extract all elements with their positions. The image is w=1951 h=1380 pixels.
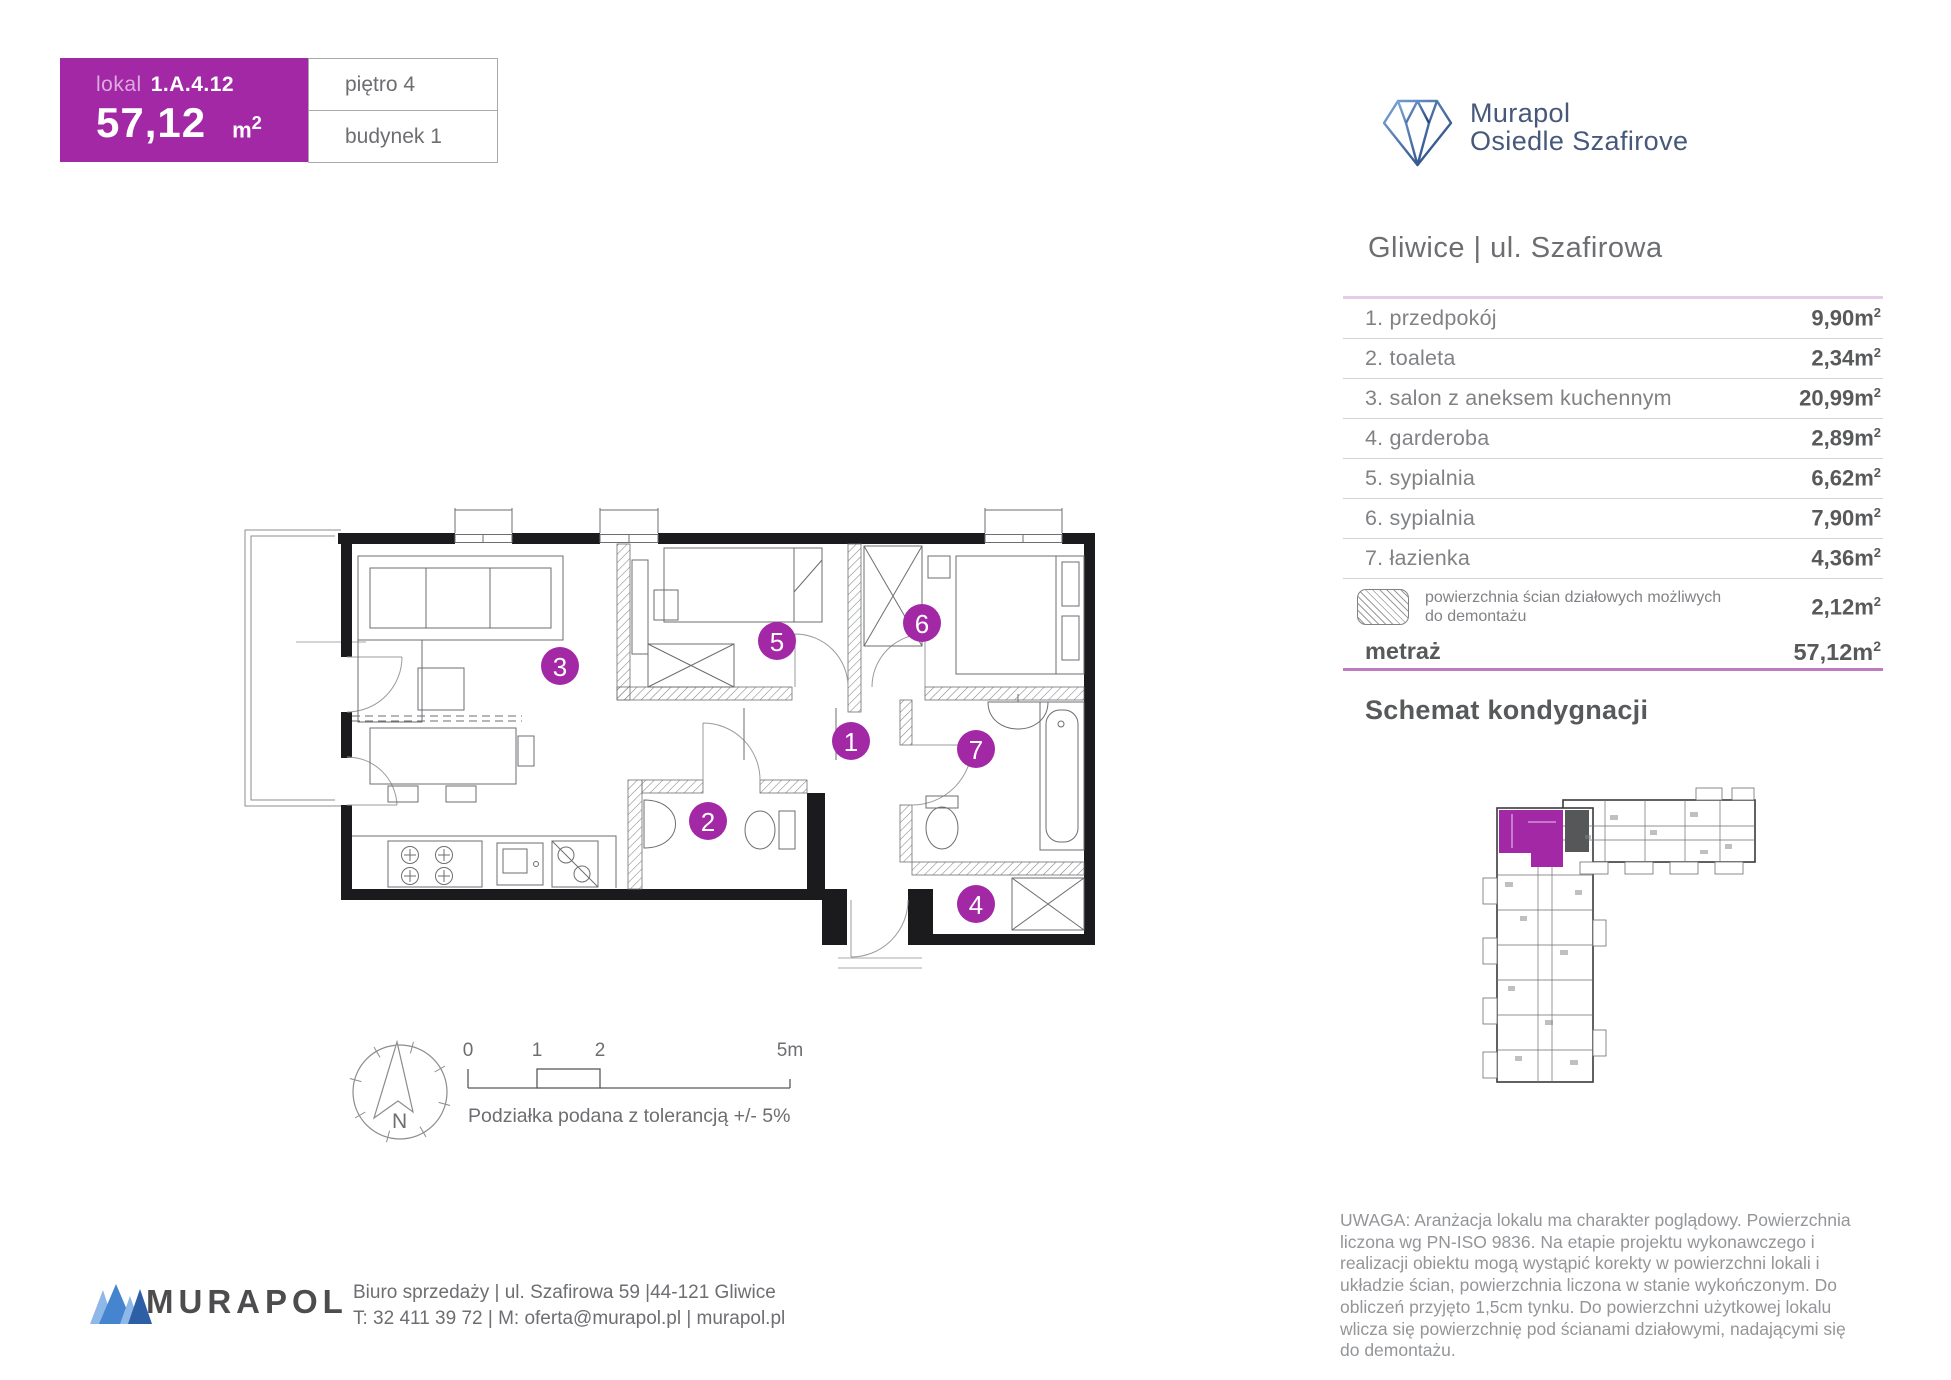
floor-scheme-map — [1478, 786, 1770, 1088]
floor-label: piętro 4 — [345, 72, 416, 96]
scale-tolerance: Podziałka podana z tolerancją +/- 5% — [468, 1105, 791, 1127]
partition-label: powierzchnia ścian działowych możliwych do demontażu — [1425, 589, 1722, 625]
footer-contact — [353, 1280, 785, 1332]
svg-text:3: 3 — [552, 652, 568, 682]
lokal-label: lokal — [96, 73, 142, 96]
footer-brand-text: MURAPOL — [146, 1283, 348, 1320]
footer-phone-email: T: 32 411 39 72 | M: oferta@murapol.pl | murapol.pl — [353, 1308, 786, 1329]
unit-area-unit: $m^2$ — [232, 111, 262, 142]
room-marker — [957, 730, 995, 768]
svg-text:N: N — [392, 1110, 408, 1133]
room-label: 2. toaleta — [1365, 346, 1456, 370]
room-marker — [758, 622, 796, 660]
svg-text:5m: 5m — [776, 1040, 804, 1061]
svg-text:7: 7 — [968, 735, 984, 765]
room-area: $7,90m^2$ — [1811, 505, 1881, 531]
svg-text:1: 1 — [843, 727, 859, 757]
svg-text:2: 2 — [700, 807, 716, 837]
disclaimer-text: UWAGA: Aranżacja lokalu ma charakter poglądowy. Powierzchnia liczona wg PN-ISO 9836. Na etapie projektu wykonawczego i realizacji obiektu mogą wystąpić korekty w powierzchni lokali i układzie ścian, powierzchnia liczona w stanie wykończonym. Do obliczeń przyjęto 1,5cm tynku. Do powierzchni użytkowej lokalu wlicza się powierzchnię pod ścianami działowymi, nadającymi się do demontażu. — [1340, 1210, 1851, 1361]
north-arrow-icon — [374, 1042, 413, 1118]
room-area: $2,89m^2$ — [1811, 425, 1881, 451]
svg-text:0: 0 — [462, 1040, 474, 1061]
compass-icon — [350, 1042, 450, 1142]
brand-line1: Murapol — [1470, 98, 1571, 128]
partition-walls-layer — [617, 544, 1084, 889]
room-marker — [689, 802, 727, 840]
location-heading: Gliwice | ul. Szafirowa — [1368, 232, 1663, 264]
svg-text:6: 6 — [914, 609, 930, 639]
door-arcs — [347, 634, 972, 968]
total-area: $57,12m^2$ — [1793, 637, 1881, 665]
room-label: 5. sypialnia — [1365, 466, 1475, 490]
brand-line2: Osiedle Szafirove — [1470, 126, 1689, 156]
room-label: 3. salon z aneksem kuchennym — [1365, 386, 1672, 410]
room-area: $6,62m^2$ — [1811, 465, 1881, 491]
room-marker — [541, 647, 579, 685]
room-label: 4. garderoba — [1365, 426, 1490, 450]
stair-core — [1565, 810, 1589, 852]
building-label: budynek 1 — [345, 124, 442, 148]
svg-text:4: 4 — [968, 890, 984, 920]
room-label: 7. łazienka — [1365, 546, 1471, 570]
room-label: 1. przedpokój — [1365, 306, 1497, 330]
svg-text:2: 2 — [594, 1040, 606, 1061]
room-marker — [832, 722, 870, 760]
floor-scheme-heading: Schemat kondygnacji — [1365, 695, 1649, 725]
scale-bar — [463, 1040, 803, 1127]
murapol-logo-icon — [90, 1282, 154, 1324]
svg-text:1: 1 — [531, 1040, 543, 1061]
partition-area: $2,12m^2$ — [1811, 593, 1881, 620]
room-label: 6. sypialnia — [1365, 506, 1475, 530]
room-area: $2,34m^2$ — [1811, 345, 1881, 371]
room-area: $4,36m^2$ — [1811, 545, 1881, 571]
lokal-number: 1.A.4.12 — [150, 73, 235, 96]
room-area: $20,99m^2$ — [1799, 385, 1881, 411]
room-area: $9,90m^2$ — [1811, 305, 1881, 331]
svg-text:5: 5 — [769, 627, 785, 657]
footer-address: Biuro sprzedaży | ul. Szafirowa 59 |44-121 Gliwice — [353, 1282, 776, 1303]
total-label: metraż — [1365, 638, 1441, 664]
room-marker — [903, 604, 941, 642]
unit-area-value: 57,12 — [96, 99, 207, 146]
room-marker — [957, 885, 995, 923]
